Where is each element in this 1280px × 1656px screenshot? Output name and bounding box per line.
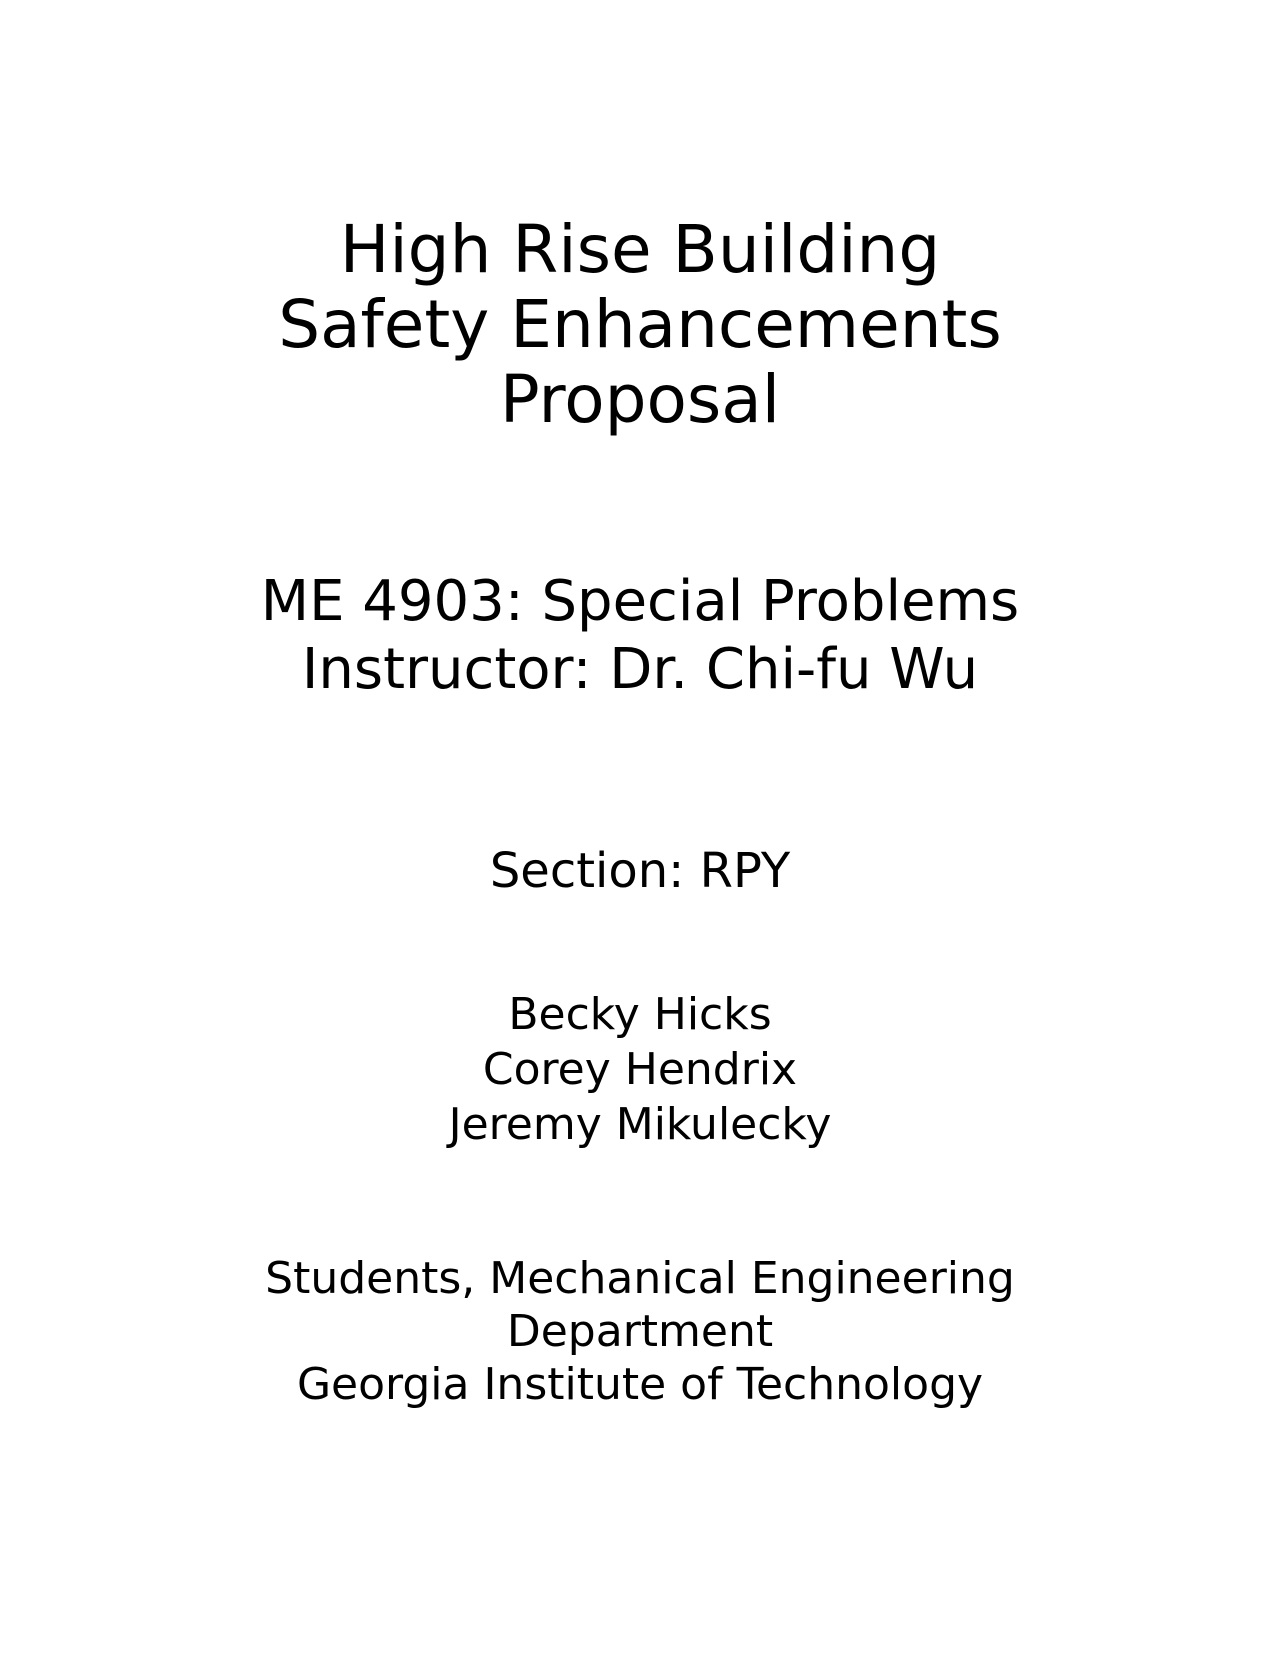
author-list xyxy=(0,987,1280,1152)
title-line-1: High Rise Building xyxy=(339,211,941,288)
course-info xyxy=(0,568,1280,704)
affiliation-line-2: Department xyxy=(506,1306,774,1357)
document-title xyxy=(0,212,1280,437)
affiliation-line-3: Georgia Institute of Technology xyxy=(296,1359,984,1410)
author-name: Becky Hicks xyxy=(508,989,772,1040)
course-instructor: Instructor: Dr. Chi-fu Wu xyxy=(301,637,979,702)
title-line-3: Proposal xyxy=(499,361,781,438)
title-line-2: Safety Enhancements xyxy=(278,286,1002,363)
author-name: Jeremy Mikulecky xyxy=(448,1099,832,1150)
section-label: Section: RPY xyxy=(489,843,791,899)
section-info xyxy=(0,842,1280,900)
affiliation-line-1: Students, Mechanical Engineering xyxy=(265,1253,1015,1304)
author-name: Corey Hendrix xyxy=(482,1044,798,1095)
affiliation xyxy=(0,1252,1280,1411)
course-name: ME 4903: Special Problems xyxy=(260,569,1020,634)
